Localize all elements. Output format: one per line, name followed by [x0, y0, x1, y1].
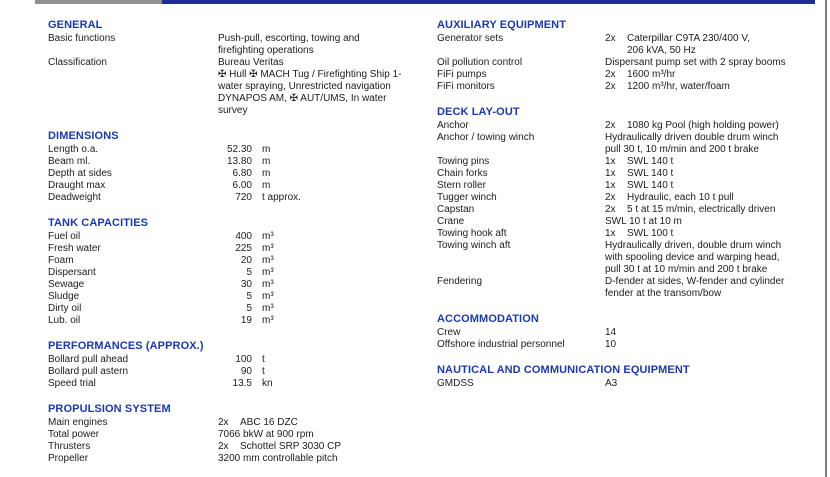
spec-row-fresh-water [48, 243, 423, 255]
spec-count: 1x [605, 168, 616, 179]
spec-line: D-fender at sides, W-fender and cylinder [605, 276, 785, 287]
spec-label: Anchor / towing winch [437, 132, 535, 143]
spec-value [218, 354, 423, 366]
spec-label: Total power [48, 429, 100, 440]
spec-lines [605, 132, 819, 156]
spec-number: 19 [240, 315, 252, 326]
spec-lines [627, 204, 819, 216]
section-heading: GENERAL [48, 19, 103, 31]
spec-value [218, 303, 423, 315]
spec-line: Caterpillar C9TA 230/400 V, [627, 33, 750, 44]
spec-row-anchor [437, 120, 819, 132]
spec-label: Depth at sides [48, 168, 112, 179]
spec-lines [627, 192, 819, 204]
spec-label: Towing winch aft [437, 240, 511, 251]
spec-row-bollard-pull-ahead [48, 354, 423, 366]
spec-label: Speed trial [48, 378, 96, 389]
spec-line: SWL 140 t [627, 168, 674, 179]
spec-row-towing-hook-aft [437, 228, 819, 240]
spec-lines [218, 453, 423, 465]
spec-value [605, 378, 819, 390]
right-column [437, 18, 819, 402]
spec-value [605, 240, 819, 276]
spec-row-propeller [48, 453, 423, 465]
spec-value [218, 156, 423, 168]
spec-line: Hydraulic, each 10 t pull [627, 192, 734, 203]
spec-line: survey [218, 105, 248, 116]
spec-row-towing-winch-aft [437, 240, 819, 276]
spec-lines [605, 240, 819, 276]
spec-row-towing-pins [437, 156, 819, 168]
spec-line: DYNAPOS AM, ✠ AUT/UMS, In water [218, 93, 387, 104]
spec-label: Sludge [48, 291, 80, 302]
spec-line: 5 t at 15 m/min, electrically driven [627, 204, 776, 215]
spec-line: 206 kVA, 50 Hz [627, 45, 696, 56]
spec-line: SWL 10 t at 10 m [605, 216, 682, 227]
spec-line: firefighting operations [218, 45, 314, 56]
spec-number: 720 [235, 192, 252, 203]
spec-line: SWL 100 t [627, 228, 674, 239]
spec-label: Lub. oil [48, 315, 81, 326]
spec-value [605, 120, 819, 132]
spec-unit: m [262, 180, 271, 191]
spec-lines [218, 429, 423, 441]
spec-row-bollard-pull-astern [48, 366, 423, 378]
spec-label: Fendering [437, 276, 483, 287]
spec-value [605, 192, 819, 204]
spec-value [605, 228, 819, 240]
spec-label: Oil pollution control [437, 57, 523, 68]
spec-number: 225 [235, 243, 252, 254]
spec-label: Chain forks [437, 168, 488, 179]
spec-row-foam [48, 255, 423, 267]
spec-label: Beam ml. [48, 156, 91, 167]
spec-value [218, 291, 423, 303]
spec-row-lub-oil [48, 315, 423, 327]
spec-row-depth-at-sides [48, 168, 423, 180]
spec-lines [218, 57, 423, 117]
spec-lines [627, 69, 819, 81]
spec-count: 2x [605, 120, 616, 131]
section-tank-capacities [48, 216, 423, 327]
spec-line: Dispersant pump set with 2 spray booms [605, 57, 786, 68]
spec-label: Deadweight [48, 192, 101, 203]
spec-value [605, 327, 819, 339]
spec-row-tugger-winch [437, 192, 819, 204]
spec-label: Main engines [48, 417, 108, 428]
spec-line: Push-pull, escorting, towing and [218, 33, 360, 44]
spec-label: Dirty oil [48, 303, 82, 314]
spec-unit: m³ [262, 291, 274, 302]
section-heading: NAUTICAL AND COMMUNICATION EQUIPMENT [437, 364, 690, 376]
spec-number: 5 [246, 291, 252, 302]
spec-lines [240, 417, 423, 429]
spec-line: Hydraulically driven double drum winch [605, 132, 779, 143]
spec-unit: m³ [262, 303, 274, 314]
spec-row-capstan [437, 204, 819, 216]
spec-line: 1600 m³/hr [627, 69, 676, 80]
spec-label: GMDSS [437, 378, 474, 389]
spec-lines [605, 57, 819, 69]
spec-number: 100 [235, 354, 252, 365]
spec-count: 2x [605, 192, 616, 203]
spec-unit: t approx. [262, 192, 301, 203]
spec-lines [627, 168, 819, 180]
spec-number: 30 [240, 279, 252, 290]
spec-row-draught-max [48, 180, 423, 192]
spec-value [218, 279, 423, 291]
spec-label: Capstan [437, 204, 475, 215]
spec-line: Schottel SRP 3030 CP [240, 441, 341, 452]
spec-unit: m³ [262, 315, 274, 326]
section-heading: DIMENSIONS [48, 130, 119, 142]
spec-value [218, 453, 423, 465]
spec-value [218, 429, 423, 441]
spec-label: Tugger winch [437, 192, 497, 203]
spec-label: Dispersant [48, 267, 96, 278]
spec-row-main-engines [48, 417, 423, 429]
spec-lines [627, 81, 819, 93]
spec-row-crew [437, 327, 819, 339]
top-bar-blue-segment [162, 0, 815, 4]
spec-unit: t [262, 354, 265, 365]
spec-label: Fresh water [48, 243, 101, 254]
spec-line: 1200 m³/hr, water/foam [627, 81, 730, 92]
spec-unit: m³ [262, 243, 274, 254]
spec-label: Propeller [48, 453, 89, 464]
spec-count: 2x [605, 69, 616, 80]
spec-row-thrusters [48, 441, 423, 453]
spec-line: pull 30 t, 10 m/min and 200 t brake [605, 144, 759, 155]
spec-lines [605, 327, 819, 339]
spec-lines [605, 216, 819, 228]
section-heading: TANK CAPACITIES [48, 217, 149, 229]
spec-unit: m [262, 168, 271, 179]
spec-line: SWL 140 t [627, 156, 674, 167]
spec-number: 5 [246, 303, 252, 314]
spec-unit: t [262, 366, 265, 377]
spec-value [605, 276, 819, 300]
spec-label: Foam [48, 255, 74, 266]
spec-unit: m³ [262, 279, 274, 290]
spec-count: 2x [605, 204, 616, 215]
spec-value [218, 57, 423, 117]
spec-label: Classification [48, 57, 107, 68]
spec-line: water spraying, Unrestricted navigation [218, 81, 391, 92]
spec-label: Length o.a. [48, 144, 99, 155]
spec-value [218, 144, 423, 156]
spec-line: 7066 bkW at 900 rpm [218, 429, 314, 440]
spec-value [605, 339, 819, 351]
spec-value [218, 168, 423, 180]
spec-label: Towing hook aft [437, 228, 507, 239]
section-dimensions [48, 129, 423, 204]
spec-unit: m [262, 144, 271, 155]
spec-row-fuel-oil [48, 231, 423, 243]
spec-lines [627, 180, 819, 192]
spec-unit: kn [262, 378, 273, 389]
spec-count: 2x [218, 441, 229, 452]
spec-number: 400 [235, 231, 252, 242]
section-nautical-and-communication-equipment [437, 363, 819, 390]
spec-lines [627, 228, 819, 240]
spec-label: Generator sets [437, 33, 504, 44]
spec-row-sewage [48, 279, 423, 291]
spec-value [605, 216, 819, 228]
spec-row-stern-roller [437, 180, 819, 192]
spec-row-length-o-a [48, 144, 423, 156]
spec-label: Crew [437, 327, 461, 338]
spec-value [218, 231, 423, 243]
spec-lines [627, 120, 819, 132]
spec-lines [627, 33, 819, 57]
spec-line: 3200 mm controllable pitch [218, 453, 338, 464]
spec-row-gmdss [437, 378, 819, 390]
spec-lines [627, 156, 819, 168]
spec-line: ✠ Hull ✠ MACH Tug / Firefighting Ship 1- [218, 69, 402, 80]
spec-label: Towing pins [437, 156, 490, 167]
section-deck-lay-out [437, 105, 819, 300]
spec-row-oil-pollution-control [437, 57, 819, 69]
spec-value [605, 132, 819, 156]
spec-label: Anchor [437, 120, 469, 131]
spec-row-total-power [48, 429, 423, 441]
spec-row-fifi-monitors [437, 81, 819, 93]
spec-row-beam-ml [48, 156, 423, 168]
section-auxiliary-equipment [437, 18, 819, 93]
spec-value [218, 441, 423, 453]
spec-row-classification [48, 57, 423, 117]
spec-line: A3 [605, 378, 618, 389]
spec-value [218, 417, 423, 429]
spec-value [218, 267, 423, 279]
spec-line: pull 30 t at 10 m/min and 200 t brake [605, 264, 768, 275]
section-heading: PROPULSION SYSTEM [48, 403, 171, 415]
spec-row-dirty-oil [48, 303, 423, 315]
spec-line: Hydraulically driven, double drum winch [605, 240, 782, 251]
section-heading: ACCOMMODATION [437, 313, 539, 325]
spec-number: 52.30 [226, 144, 252, 155]
spec-line: with spooling device and warping head, [605, 252, 780, 263]
section-propulsion-system [48, 402, 423, 465]
spec-line: ABC 16 DZC [240, 417, 298, 428]
spec-row-deadweight [48, 192, 423, 204]
spec-count: 1x [605, 228, 616, 239]
spec-number: 6.80 [232, 168, 252, 179]
spec-label: Draught max [48, 180, 106, 191]
spec-value [218, 33, 423, 57]
spec-unit: m [262, 156, 271, 167]
spec-row-generator-sets [437, 33, 819, 57]
spec-number: 90 [240, 366, 252, 377]
spec-line: SWL 140 t [627, 180, 674, 191]
spec-count: 1x [605, 156, 616, 167]
spec-value [218, 315, 423, 327]
spec-value [605, 57, 819, 69]
spec-row-chain-forks [437, 168, 819, 180]
spec-label: Offshore industrial personnel [437, 339, 565, 350]
spec-label: Bollard pull ahead [48, 354, 129, 365]
spec-line: 14 [605, 327, 617, 338]
spec-row-crane [437, 216, 819, 228]
spec-value [605, 156, 819, 168]
spec-lines [605, 339, 819, 351]
spec-value [218, 378, 423, 390]
spec-unit: m³ [262, 255, 274, 266]
section-heading: DECK LAY-OUT [437, 106, 520, 118]
spec-label: Sewage [48, 279, 85, 290]
spec-value [605, 168, 819, 180]
spec-lines [240, 441, 423, 453]
spec-number: 13.80 [226, 156, 252, 167]
top-bar-gray-segment [35, 0, 162, 4]
spec-lines [605, 378, 819, 390]
section-general [48, 18, 423, 117]
spec-label: Bollard pull astern [48, 366, 129, 377]
spec-row-basic-functions [48, 33, 423, 57]
spec-row-anchor-towing-winch [437, 132, 819, 156]
spec-label: Crane [437, 216, 465, 227]
section-performances-approx [48, 339, 423, 390]
spec-label: Thrusters [48, 441, 91, 452]
spec-number: 13.5 [232, 378, 252, 389]
spec-lines [605, 276, 819, 300]
spec-value [218, 366, 423, 378]
spec-value [218, 243, 423, 255]
spec-value [218, 255, 423, 267]
spec-row-offshore-industrial-personnel [437, 339, 819, 351]
spec-value [605, 33, 819, 57]
spec-label: FiFi pumps [437, 69, 487, 80]
spec-line: Bureau Veritas [218, 57, 284, 68]
spec-row-speed-trial [48, 378, 423, 390]
spec-row-fendering [437, 276, 819, 300]
spec-label: Fuel oil [48, 231, 81, 242]
section-heading: PERFORMANCES (APPROX.) [48, 340, 204, 352]
spec-value [605, 180, 819, 192]
spec-value [605, 81, 819, 93]
spec-line: 1080 kg Pool (high holding power) [627, 120, 779, 131]
spec-value [218, 192, 423, 204]
spec-count: 1x [605, 180, 616, 191]
spec-row-fifi-pumps [437, 69, 819, 81]
section-heading: AUXILIARY EQUIPMENT [437, 19, 567, 31]
spec-unit: m³ [262, 267, 274, 278]
spec-row-sludge [48, 291, 423, 303]
spec-line: 10 [605, 339, 617, 350]
spec-line: fender at the transom/bow [605, 288, 722, 299]
spec-number: 5 [246, 267, 252, 278]
spec-number: 20 [240, 255, 252, 266]
left-column [48, 18, 423, 477]
spec-value [605, 204, 819, 216]
spec-count: 2x [218, 417, 229, 428]
page-edge-line [825, 0, 827, 477]
spec-count: 2x [605, 33, 616, 44]
spec-unit: m³ [262, 231, 274, 242]
spec-lines [218, 33, 423, 57]
spec-row-dispersant [48, 267, 423, 279]
spec-number: 6.00 [232, 180, 252, 191]
spec-value [218, 180, 423, 192]
section-accommodation [437, 312, 819, 351]
spec-count: 2x [605, 81, 616, 92]
spec-label: Basic functions [48, 33, 116, 44]
spec-label: FiFi monitors [437, 81, 495, 92]
spec-label: Stern roller [437, 180, 486, 191]
spec-value [605, 69, 819, 81]
